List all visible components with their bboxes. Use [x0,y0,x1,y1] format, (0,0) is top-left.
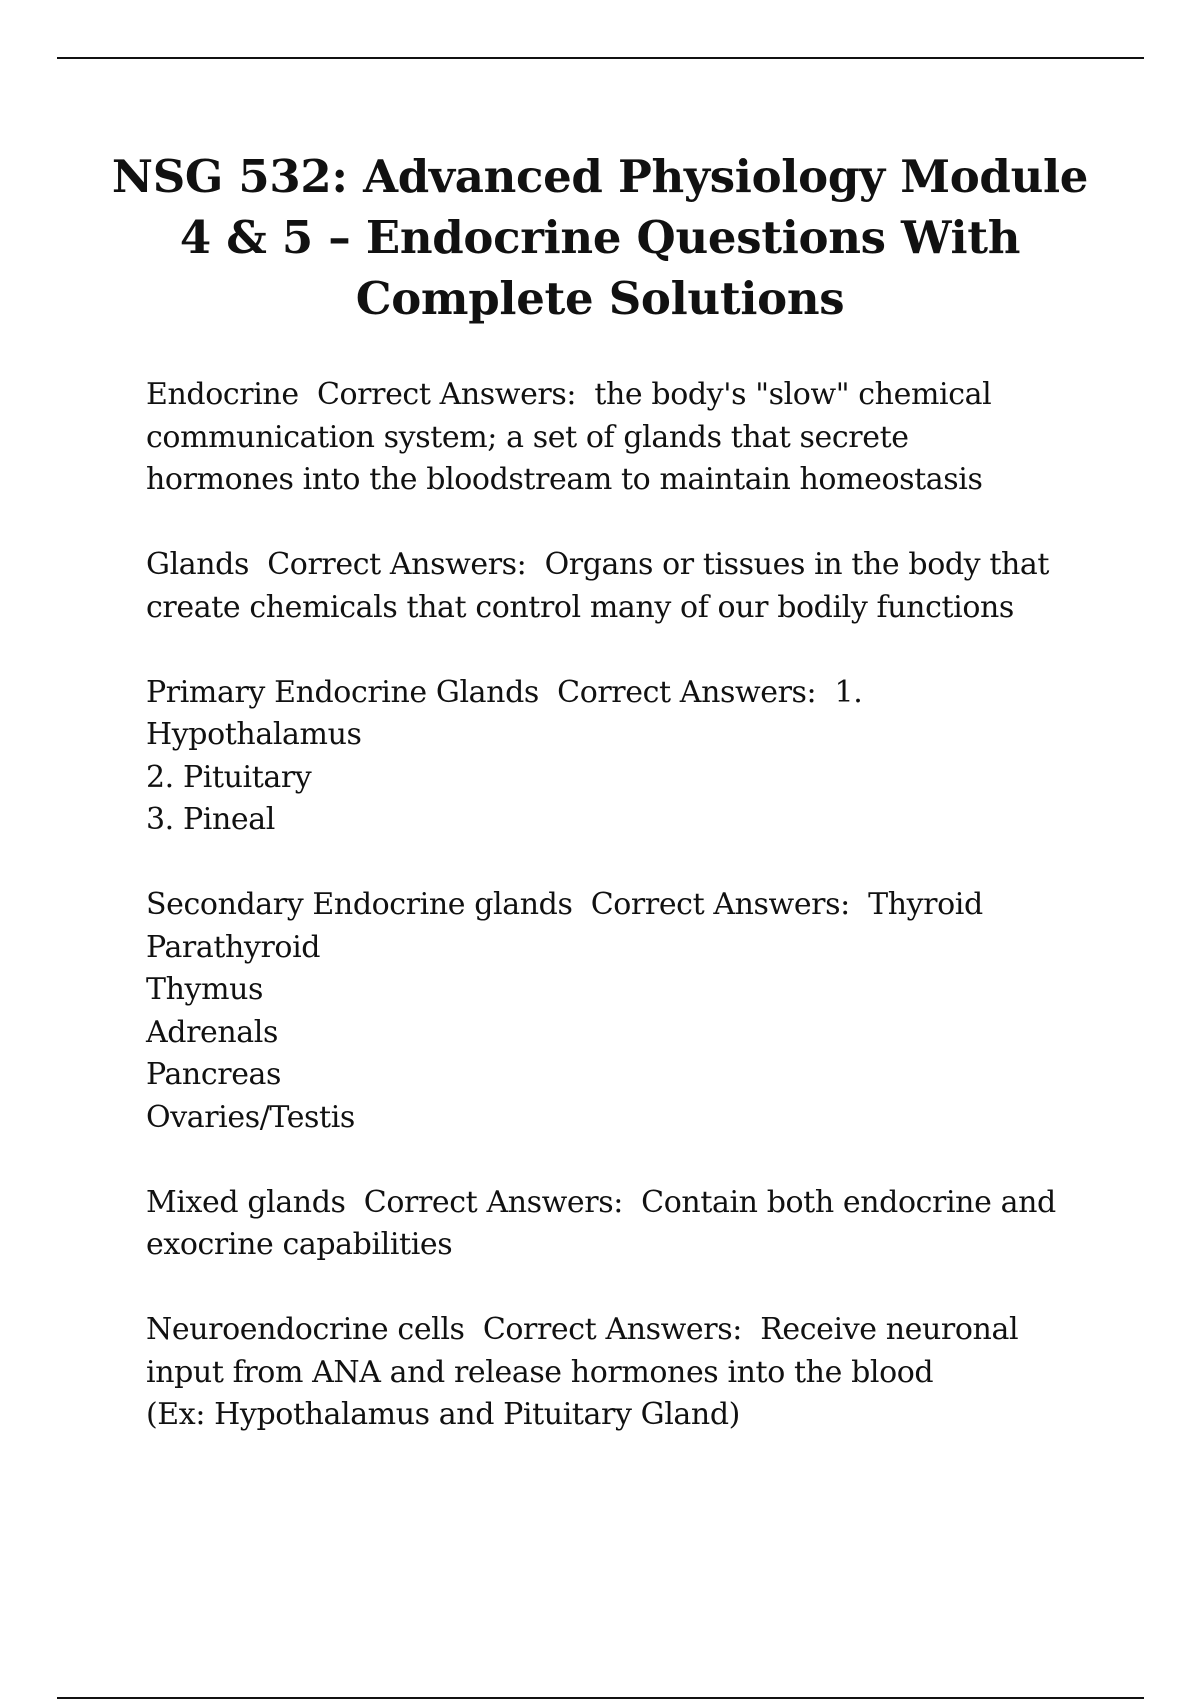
entry-line: Neuroendocrine cells Correct Answers: Receive neuronal [146,1312,1019,1347]
entry-line: Hypothalamus [146,717,362,752]
entry-line: Pancreas [146,1057,282,1092]
qa-entry-secondary-glands [146,884,1146,1139]
qa-entry-neuroendocrine-cells [146,1309,1146,1437]
entry-line: Mixed glands Correct Answers: Contain both endocrine and [146,1184,1056,1220]
top-rule [57,57,1144,59]
entry-line: communication system; a set of glands that secrete [146,419,909,455]
title-line-1: NSG 532: Advanced Physiology Module [111,150,1089,203]
entry-line: Glands Correct Answers: Organs or tissues in the body that [146,547,1050,582]
document-title [100,146,1100,329]
entry-line: Endocrine Correct Answers: the body's "slow" chemical [146,377,992,412]
entry-line: 2. Pituitary [146,759,312,795]
document-body [146,374,1146,1479]
qa-entry-primary-glands [146,672,1146,842]
title-line-3: Complete Solutions [355,272,845,325]
qa-entry-glands [146,544,1146,629]
entry-line: create chemicals that control many of our bodily functions [146,589,1014,625]
entry-line: Secondary Endocrine glands Correct Answers: Thyroid [146,887,983,922]
entry-line: 3. Pineal [146,802,275,837]
qa-entry-mixed-glands [146,1182,1146,1267]
entry-line: hormones into the bloodstream to maintain homeostasis [146,462,983,497]
entry-line: (Ex: Hypothalamus and Pituitary Gland) [146,1397,740,1432]
entry-line: Parathyroid [146,929,321,965]
entry-line: input from ANA and release hormones into the blood [146,1354,934,1390]
bottom-rule [57,1697,1144,1699]
entry-line: Thymus [146,972,264,1007]
entry-line: Ovaries/Testis [146,1099,355,1135]
entry-line: Adrenals [146,1014,278,1050]
entry-line: Primary Endocrine Glands Correct Answers: 1. [146,674,863,710]
entry-line: exocrine capabilities [146,1227,453,1262]
title-line-2: 4 & 5 – Endocrine Questions With [179,211,1021,264]
qa-entry-endocrine [146,374,1146,502]
